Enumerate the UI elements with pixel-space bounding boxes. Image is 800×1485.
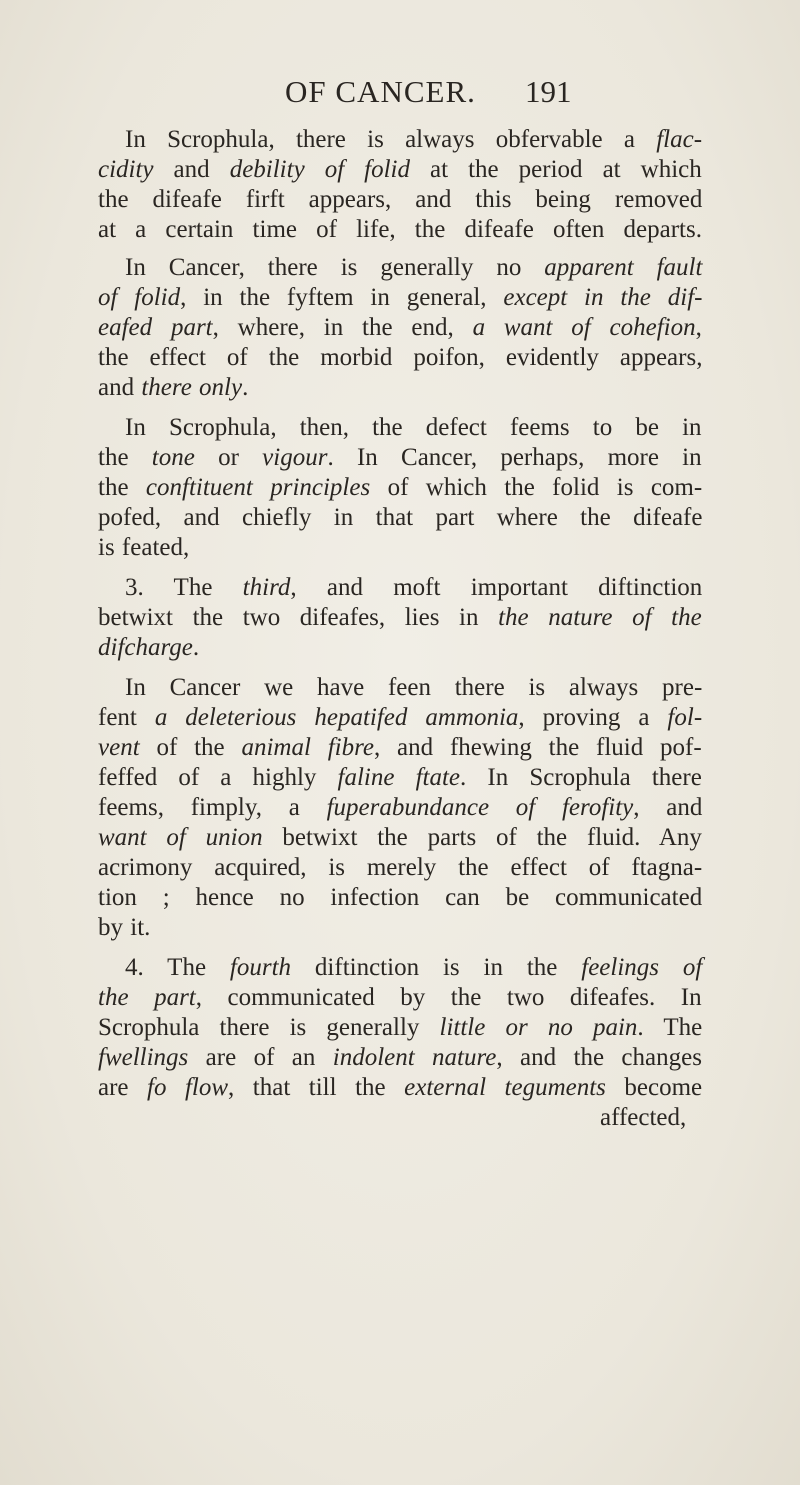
text-line: by it.: [98, 914, 151, 941]
text-line: at a certain time of life, the difeafe often departs.: [98, 216, 702, 243]
text-line: are fo flow, that till the external teguments become: [98, 1074, 703, 1101]
text-line: tion ; hence no infection can be communicated: [98, 884, 703, 911]
text-line: Scrophula there is generally little or no pain. The: [98, 1014, 703, 1041]
text-line: betwixt the two difeafes, lies in the nature of the: [98, 604, 702, 631]
text-line: In Cancer, there is generally no apparent fault: [125, 254, 703, 281]
text-line: fwellings are of an indolent nature, and the changes: [98, 1044, 702, 1071]
text-line: 4. The fourth diftinction is in the feelings of: [125, 954, 703, 981]
page-header: [0, 74, 800, 114]
text-line: fent a deleterious hepatifed ammonia, proving a fol-: [98, 704, 703, 731]
text-line: of folid, in the fyftem in general, except in the dif-: [98, 284, 703, 311]
text-line: eafed part, where, in the end, a want of cohefion,: [98, 314, 702, 341]
text-line: feffed of a highly faline ftate. In Scrophula there: [98, 764, 702, 791]
text-line: the effect of the morbid poifon, evidently appears,: [98, 344, 703, 371]
text-line: the difeafe firft appears, and this being removed: [98, 186, 703, 213]
text-line: affected,: [600, 1104, 687, 1131]
text-line: In Scrophula, there is always obfervable a flac-: [125, 126, 703, 153]
text-line: In Scrophula, then, the defect feems to be in: [125, 414, 702, 441]
text-line: cidity and debility of folid at the period at which: [98, 156, 702, 183]
text-line: and there only.: [98, 374, 249, 401]
running-head: OF CANCER.: [285, 74, 476, 109]
text-line: the tone or vigour. In Cancer, perhaps, more in: [98, 444, 702, 471]
text-line: difcharge.: [98, 634, 200, 661]
text-line: feems, fimply, a fuperabundance of ferofity, and: [98, 794, 703, 821]
text-line: the conftituent principles of which the folid is com-: [98, 474, 703, 501]
text-line: the part, communicated by the two difeafes. In: [98, 984, 702, 1011]
text-line: pofed, and chiefly in that part where the difeafe: [98, 504, 703, 531]
page-number: 191: [525, 74, 572, 109]
text-line: 3. The third, and moft important diftinction: [125, 574, 703, 601]
text-line: vent of the animal fibre, and fhewing the fluid pof-: [98, 734, 702, 761]
text-line: want of union betwixt the parts of the fluid. Any: [98, 824, 702, 851]
text-line: In Cancer we have feen there is always pre-: [125, 674, 703, 701]
text-line: is feated,: [98, 534, 190, 561]
text-line: acrimony acquired, is merely the effect of ftagna-: [98, 854, 703, 881]
